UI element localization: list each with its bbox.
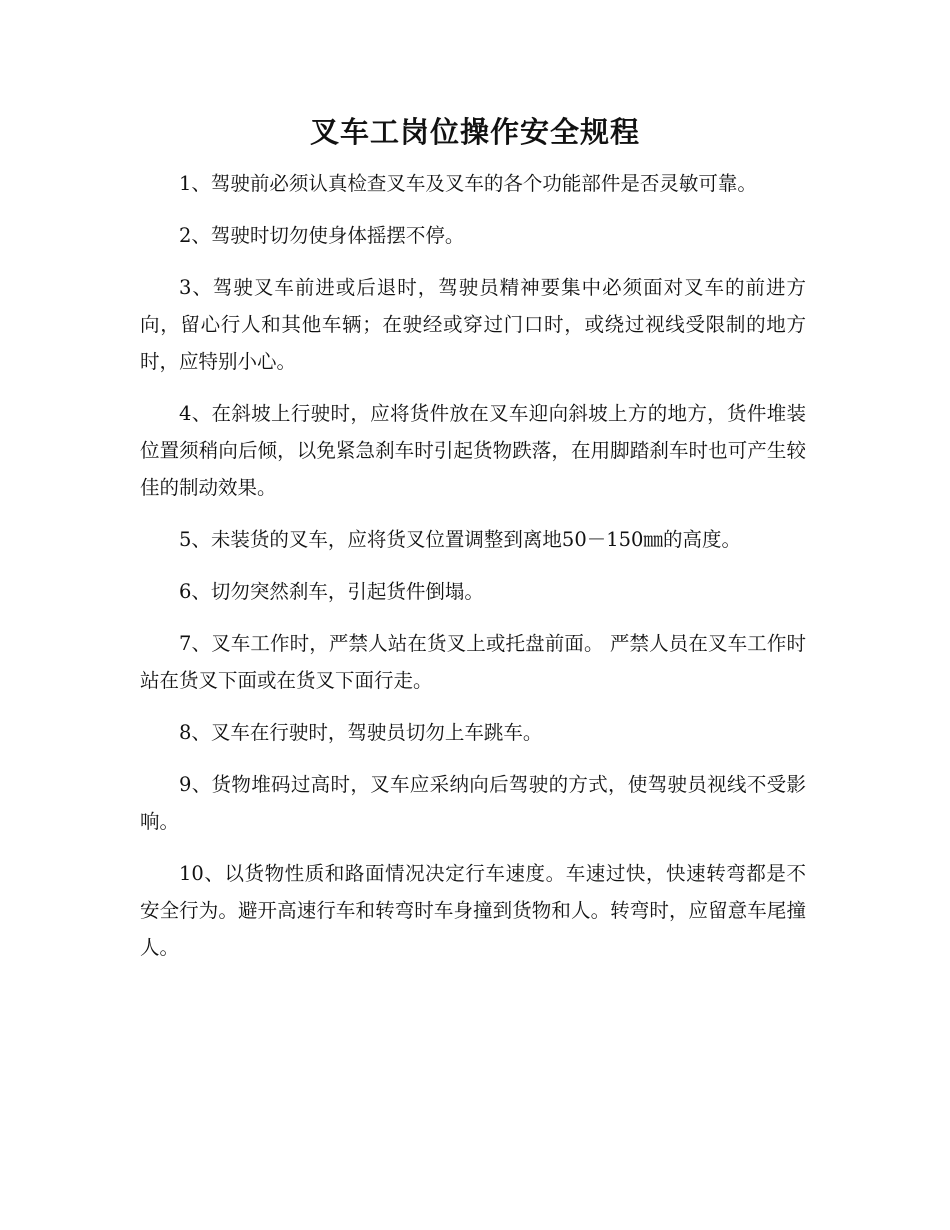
paragraph-4: 4、在斜坡上行驶时，应将货件放在叉车迎向斜坡上方的地方，货件堆装位置须稍向后倾，以免紧急刹车时引起货物跌落，在用脚踏刹车时也可产生较佳的制动效果。 [140, 402, 806, 499]
paragraph-5: 5、未装货的叉车，应将货叉位置调整到离地50－150㎜的高度。 [179, 528, 741, 551]
paragraph-8: 8、叉车在行驶时，驾驶员切勿上车跳车。 [179, 721, 543, 744]
paragraph-6: 6、切勿突然刹车，引起货件倒塌。 [179, 580, 484, 603]
paragraph-9: 9、货物堆码过高时，叉车应采纳向后驾驶的方式，使驾驶员视线不受影响。 [140, 773, 806, 833]
paragraph-7: 7、叉车工作时，严禁人站在货叉上或托盘前面。 严禁人员在叉车工作时站在货叉下面或在货叉下面行走。 [140, 632, 806, 692]
paragraph-3: 3、驾驶叉车前进或后退时，驾驶员精神要集中必须面对叉车的前进方向，留心行人和其他车辆；在驶经或穿过门口时，或绕过视线受限制的地方时，应特别小心。 [140, 276, 806, 373]
document-body [140, 165, 806, 981]
paragraph-2: 2、驾驶时切勿使身体摇摆不停。 [179, 224, 465, 247]
paragraph-10: 10、以货物性质和路面情况决定行车速度。车速过快，快速转弯都是不安全行为。避开高速行车和转弯时车身撞到货物和人。转弯时，应留意车尾撞人。 [140, 862, 806, 959]
document-title: 叉车工岗位操作安全规程 [309, 115, 640, 149]
paragraph-1: 1、驾驶前必须认真检查叉车及叉车的各个功能部件是否灵敏可靠。 [179, 172, 757, 195]
